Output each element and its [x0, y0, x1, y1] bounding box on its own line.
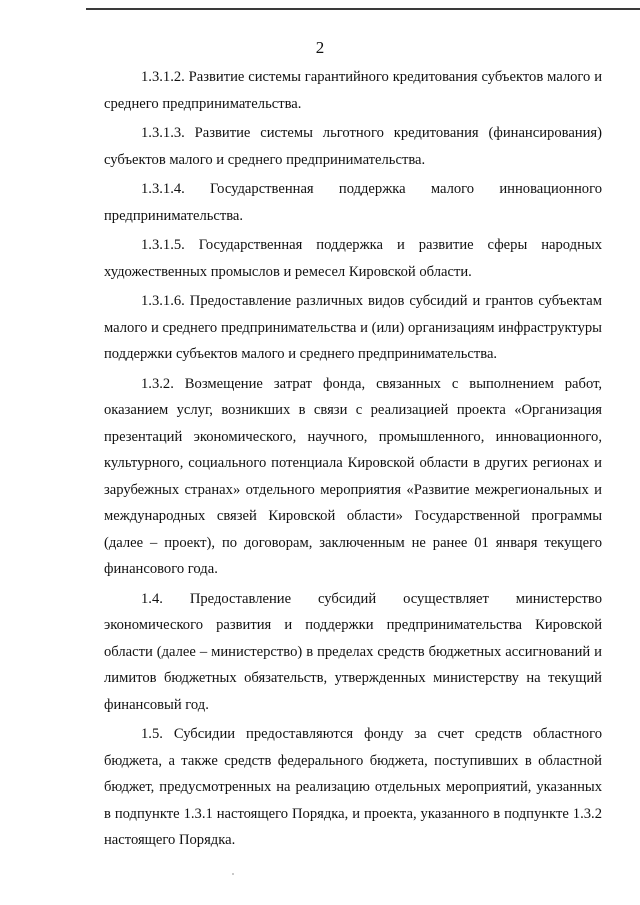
- document-body: [104, 64, 602, 857]
- paragraph-1-3-1-4: 1.3.1.4. Государственная поддержка малого инновационного предпринимательства.: [104, 181, 602, 224]
- scan-edge-line: [86, 8, 640, 10]
- paragraph-1-5: 1.5. Субсидии предоставляются фонду за счет средств областного бюджета, а также средств федерального бюджета, поступивших в областной бюджет, предусмотренных на реализацию отдельных мероприятий, указанных в подпункте 1.3.1 настоящего Порядка, и проекта, указанного в подпункте 1.3.2 настоящего Порядка.: [104, 726, 602, 848]
- paragraph-1-3-1-6: 1.3.1.6. Предоставление различных видов субсидий и грантов субъектам малого и среднего предпринимательства и (или) организациям инфраструктуры поддержки субъектов малого и среднего предпринимательства.: [104, 293, 602, 362]
- page-number: 2: [315, 38, 325, 57]
- paragraph-1-3-1-5: 1.3.1.5. Государственная поддержка и развитие сферы народных художественных промыслов и ремесел Кировской области.: [104, 237, 602, 280]
- paragraph-1-4: 1.4. Предоставление субсидий осуществляет министерство экономического развития и поддержки предпринимательства Кировской области (далее – министерство) в пределах средств бюджетных ассигнований и лимитов бюджетных обязательств, утвержденных министерству на текущий финансовый год.: [104, 590, 602, 713]
- scan-speck: [232, 873, 234, 875]
- paragraph-1-3-2: 1.3.2. Возмещение затрат фонда, связанных с выполнением работ, оказанием услуг, возникших в связи с реализацией проекта «Организация презентаций экономического, научного, промышленного, инновационного, культурного, социального потенциала Кировской области в других регионах и зарубежных странах» отдельного мероприятия «Развитие межрегиональных и международных связей Кировской области» Государственной программы (далее – проект), по договорам, заключенным не ранее 01 января текущего финансового года.: [104, 375, 602, 577]
- paragraph-1-3-1-2: 1.3.1.2. Развитие системы гарантийного кредитования субъектов малого и среднего предпринимательства.: [104, 69, 602, 112]
- paragraph-1-3-1-3: 1.3.1.3. Развитие системы льготного кредитования (финансирования) субъектов малого и среднего предпринимательства.: [104, 125, 602, 168]
